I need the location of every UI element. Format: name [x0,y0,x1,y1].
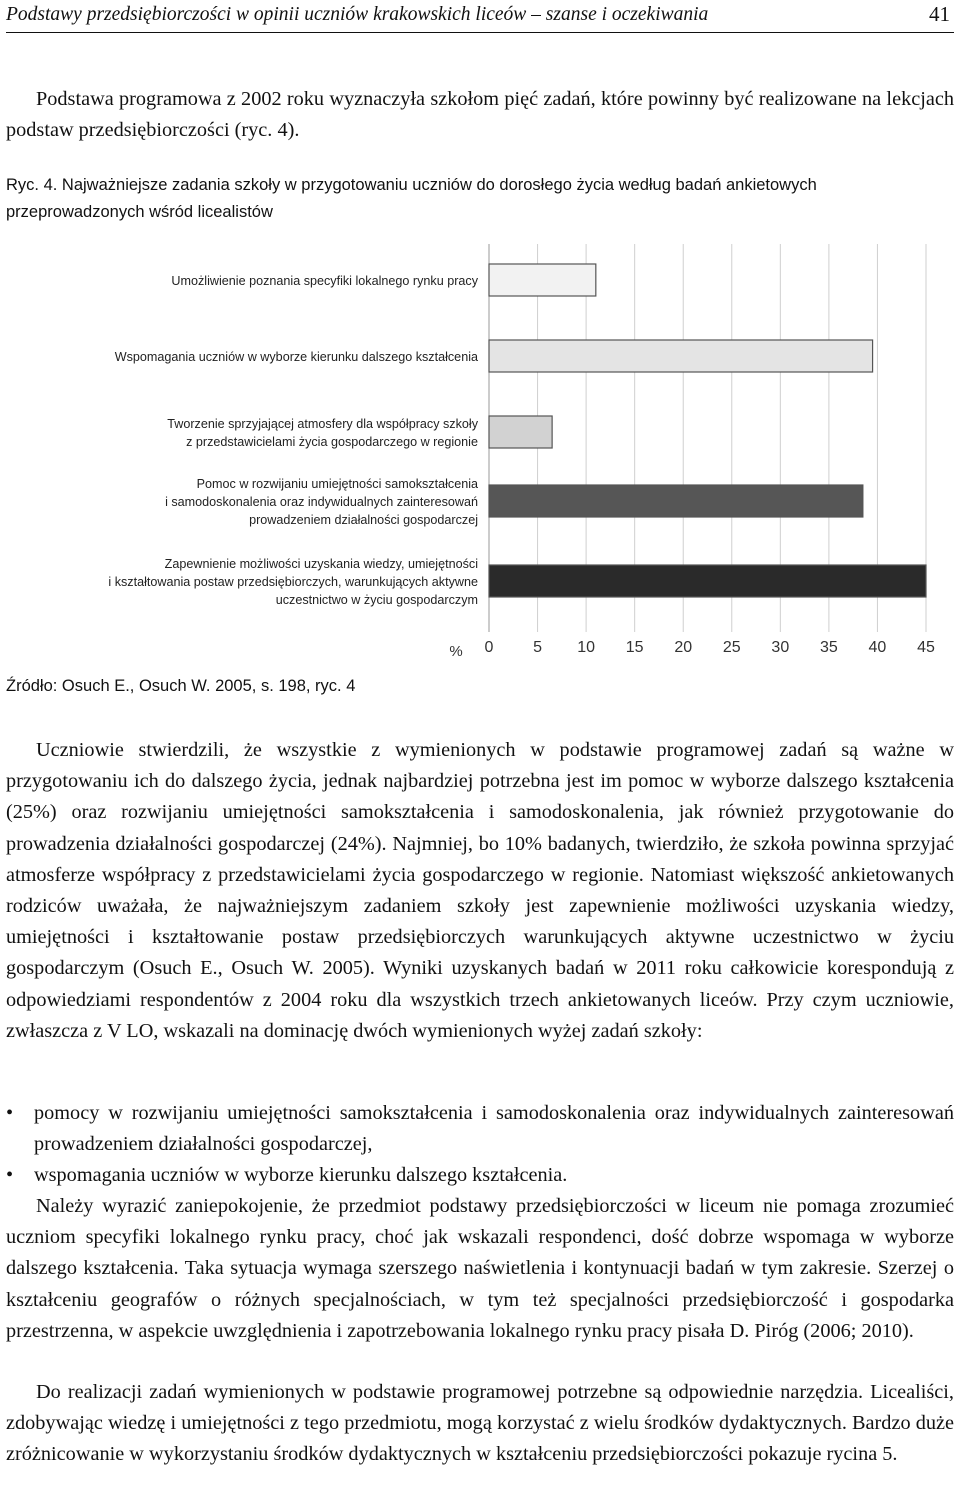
bullet-marker: • [6,1102,14,1124]
bullet-list [6,1098,954,1192]
category-label: z przedstawicielami życia gospodarczego w regionie [186,435,478,449]
category-label: i samodoskonalenia oraz indywidualnych zainteresowań [165,495,478,509]
category-label: uczestnictwo w życiu gospodarczym [275,593,478,607]
figure-caption: Ryc. 4. Najważniejsze zadania szkoły w przygotowaniu uczniów do dorosłego życia według badań ankietowych przeprowadzonych wśród licealistów [6,176,817,221]
body-paragraph-2: Należy wyrazić zaniepokojenie, że przedmiot podstawy przedsiębiorczości w liceum nie pomaga zrozumieć uczniom specyfiki lokalnego rynku pracy, choć jak wskazali respondenci, dość dobrze wspomaga w wyborze dalszego kształcenia. Taka sytuacja wymaga szerszego naświetlenia i kontynuacji badań w tym zakresie. Szerzej o kształceniu geografów o różnych specjalnościach, w tym też specjalności przedsiębiorczość i gospodarka przestrzenna, w aspekcie uwzględnienia i zapotrzebowania lokalnego rynku pracy pisała D. Piróg (2006; 2010). [6,1195,954,1342]
body-paragraph-3: Do realizacji zadań wymienionych w podstawie programowej potrzebne są odpowiednie narzędzia. Licealiści, zdobywając wiedzę i umiejętności z tego przedmiotu, mogą korzystać z wielu środków dydaktycznych. Bardzo duże zróżnicowanie w wykorzystaniu środków dydaktycznych w kształceniu przedsiębiorczości pokazuje rycina 5. [6,1381,954,1466]
category-label: Wspomagania uczniów w wyborze kierunku dalszego kształcenia [114,350,478,364]
x-tick-label: 10 [577,639,596,656]
category-label: Pomoc w rozwijaniu umiejętności samokształcenia [196,477,478,491]
x-unit-label: % [449,643,463,660]
x-tick-label: 15 [625,639,644,656]
category-label: Umożliwienie poznania specyfiki lokalnego rynku pracy [171,274,478,288]
x-tick-label: 0 [484,639,494,656]
bullet-item [6,1160,954,1191]
page-number: 41 [929,2,950,26]
figure-source: Źródło: Osuch E., Osuch W. 2005, s. 198, ryc. 4 [6,677,356,695]
bullet-text: wspomagania uczniów w wyborze kierunku dalszego kształcenia. [34,1164,568,1187]
category-label: i kształtowania postaw przedsiębiorczych, warunkujących aktywne [108,575,478,589]
bullet-item [6,1098,954,1160]
bar [489,565,926,597]
x-tick-label: 20 [674,639,693,656]
x-tick-label: 40 [868,639,887,656]
bar-chart [0,238,960,666]
x-tick-label: 30 [771,639,790,656]
category-label: Tworzenie sprzyjającej atmosfery dla współpracy szkoły [167,417,478,431]
running-header [6,2,954,33]
x-tick-label: 35 [819,639,838,656]
x-tick-label: 45 [917,639,935,656]
running-title: Podstawy przedsiębiorczości w opinii uczniów krakowskich liceów – szanse i oczekiwania [6,4,709,25]
intro-paragraph: Podstawa programowa z 2002 roku wyznaczyła szkołom pięć zadań, które powinny być realizowane na lekcjach podstaw przedsiębiorczości (ryc. 4). [6,88,954,142]
category-label: Zapewnienie możliwości uzyskania wiedzy, umiejętności [164,557,478,571]
category-label: prowadzeniem działalności gospodarczej [249,513,478,527]
bar [489,340,873,372]
bar [489,485,863,517]
bullet-text: pomocy w rozwijaniu umiejętności samokształcenia i samodoskonalenia oraz indywidualnych zainteresowań prowadzeniem działalności gospodarczej, [34,1102,954,1156]
body-paragraph-1: Uczniowie stwierdzili, że wszystkie z wymienionych w podstawie programowej zadań są ważne w przygotowaniu ich do dalszego życia, jednak najbardziej potrzebna jest im pomoc w wyborze dalszego kształcenia (25%) oraz rozwijaniu umiejętności samokształcenia i samodoskonalenia, jak również przygotowanie do prowadzenia działalności gospodarczej (24%). Najmniej, bo 10% badanych, twierdziło, że szkoła powinna sprzyjać atmosferze współpracy z przedstawicielami życia gospodarczego w regionie. Natomiast większość ankietowanych rodziców uważała, że najważniejszym zadaniem szkoły jest zapewnienie możliwości uzyskania wiedzy, umiejętności i kształtowanie postaw przedsiębiorczych warunkujących aktywne uczestnictwo w życiu gospodarczym (Osuch E., Osuch W. 2005). Wyniki uzyskanych badań w 2011 roku całkowicie korespondują z odpowiedziami respondentów z 2004 roku dla wszystkich trzech ankietowanych liceów. Przy czym uczniowie, zwłaszcza z V LO, wskazali na dominację dwóch wymienionych wyżej zadań szkoły: [6,739,954,1042]
bar [489,264,596,296]
x-tick-label: 5 [533,639,543,656]
bullet-marker: • [6,1164,14,1187]
x-tick-label: 25 [722,639,741,656]
bar [489,416,552,448]
